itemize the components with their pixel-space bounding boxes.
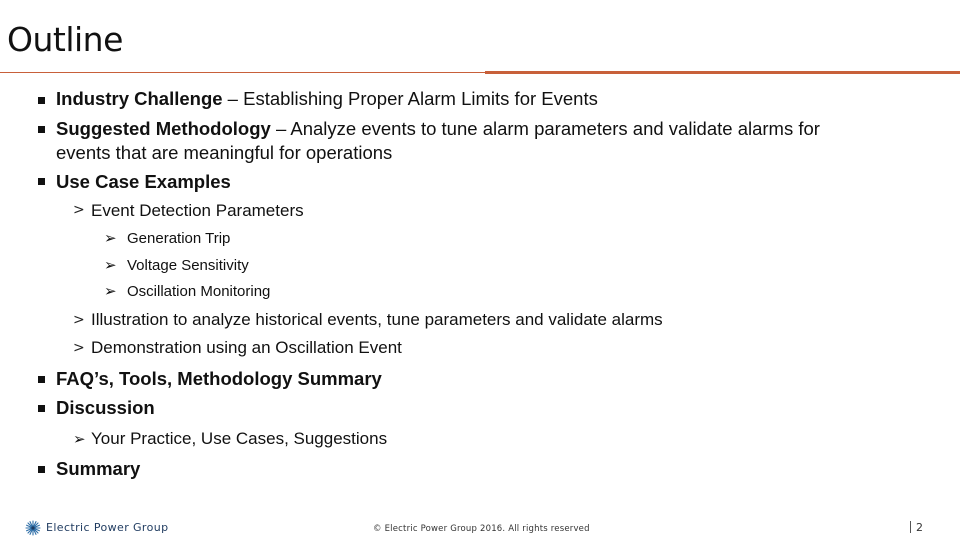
item-heading: Industry Challenge [56,88,223,109]
page-number [910,521,923,534]
item-heading: Summary [56,458,141,479]
sub-item-your-practice: Your Practice, Use Cases, Suggestions [91,429,388,448]
outline-item-discussion [56,397,155,419]
square-bullet-icon [38,405,45,412]
sub-item-illustration: Illustration to analyze historical events, tune parameters and validate alarms [91,310,663,329]
item-separator: – [222,88,244,109]
outline-item-continuation: events that are meaningful for operations [56,142,393,163]
arrow-bullet-icon: ➢ [104,256,117,274]
slide-title: Outline [7,20,123,59]
logo-wordmark: Electric Power Group [46,521,169,534]
square-bullet-icon [38,376,45,383]
item-text: Analyze events to tune alarm parameters and validate alarms for [290,118,820,139]
page-divider [910,521,911,533]
arrow-bullet-icon: ➢ [73,430,86,448]
outline-item-industry-challenge [56,88,598,110]
outline-item-use-case-examples [56,171,231,193]
item-heading: Use Case Examples [56,171,231,192]
item-heading: FAQ’s, Tools, Methodology Summary [56,368,382,389]
greater-than-bullet-icon: > [73,202,85,218]
outline-item-summary [56,458,140,480]
square-bullet-icon [38,126,45,133]
square-bullet-icon [38,466,45,473]
item-heading: Discussion [56,397,155,418]
copyright-notice: © Electric Power Group 2016. All rights reserved [373,524,590,534]
starburst-logo-icon [24,520,42,536]
company-logo [24,520,184,536]
item-heading: Suggested Methodology [56,118,271,139]
item-text: Establishing Proper Alarm Limits for Events [243,88,598,109]
square-bullet-icon [38,97,45,104]
sub-item-event-detection: Event Detection Parameters [91,201,304,220]
greater-than-bullet-icon: > [73,312,85,328]
sub-sub-item-generation-trip: Generation Trip [127,230,231,247]
title-rule-thick [485,71,960,74]
outline-item-suggested-methodology [56,118,820,140]
sub-sub-item-oscillation-monitoring: Oscillation Monitoring [127,283,271,300]
title-rule-thin [0,72,485,73]
page-number-value: 2 [916,521,923,534]
square-bullet-icon [38,178,45,185]
sub-sub-item-voltage-sensitivity: Voltage Sensitivity [127,257,249,274]
item-separator: – [270,118,291,139]
sub-item-demonstration: Demonstration using an Oscillation Event [91,338,402,357]
arrow-bullet-icon: ➢ [104,229,117,247]
outline-item-faq [56,368,382,390]
greater-than-bullet-icon: > [73,340,85,356]
arrow-bullet-icon: ➢ [104,282,117,300]
